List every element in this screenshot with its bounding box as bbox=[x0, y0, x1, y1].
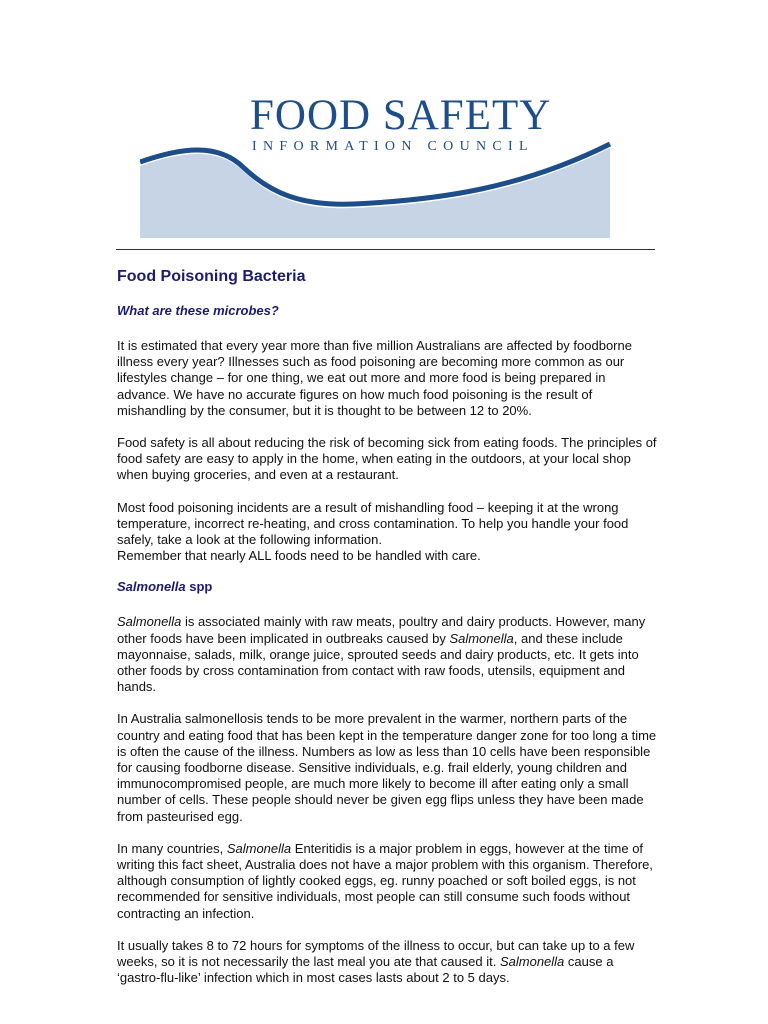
intro-paragraph-2: Food safety is all about reducing the risk of becoming sick from eating foods. The principles of food safety are easy to apply in the home, when eating in the outdoors, at your local shop when buying groceries, and even at a restaurant. bbox=[117, 435, 657, 483]
intro-heading: What are these microbes? bbox=[117, 303, 279, 318]
salmonella-paragraph-2: In Australia salmonellosis tends to be more prevalent in the warmer, northern parts of the country and eating food that has been kept in the temperature danger zone for too long a time is often the cause of the illness. Numbers as low as less than 10 cells have been responsible for causing foodborne disease. Sensitive individuals, e.g. frail elderly, young children and immunocompromised people, are much more likely to become ill after eating only a small number of cells. These people should never be given egg flips unless they have been made from pasteurised egg. bbox=[117, 711, 657, 824]
document-title: Food Poisoning Bacteria bbox=[117, 268, 306, 285]
salmonella-p4-text-a: It usually takes 8 to 72 hours for symptoms of the illness to occur, but can take up to a few weeks, so it is not necessarily the last meal you ate that caused it. bbox=[117, 937, 635, 970]
salmonella-p4-genus: Salmonella bbox=[499, 954, 565, 970]
salmonella-p3-text-c: Enteritidis is a major problem in eggs, however at the time of writing this fact sheet, Australia does not have a major problem with this organism. Therefore, although consumption of lightly cooked eggs, eg. runny poached or soft boiled eggs, is not recommended for sensitive individuals, most people can still consume such foods without contracting an infection. bbox=[117, 840, 653, 921]
salmonella-paragraph-3 bbox=[117, 841, 657, 922]
header-divider bbox=[116, 249, 655, 250]
intro-paragraph-3-text: Most food poisoning incidents are a result of mishandling food – keeping it at the wrong temperature, incorrect re-heating, and cross contamination. To help you handle your food safely, take a look at the following information. bbox=[117, 499, 629, 548]
salmonella-p4-text-c: cause a ‘gastro-flu-like’ infection which in most cases lasts about 2 to 5 days. bbox=[117, 954, 614, 986]
intro-paragraph-3 bbox=[117, 500, 657, 565]
logo-title: FOOD SAFETY bbox=[250, 92, 552, 139]
salmonella-p3-genus: Salmonella bbox=[226, 840, 292, 856]
logo-subtitle: INFORMATION COUNCIL bbox=[252, 139, 534, 154]
salmonella-heading bbox=[117, 578, 657, 596]
food-safety-logo bbox=[140, 88, 615, 238]
salmonella-p3-text-a: In many countries, bbox=[117, 840, 227, 856]
salmonella-paragraph-1 bbox=[117, 614, 657, 695]
document-body bbox=[117, 266, 657, 987]
wave-fill bbox=[140, 148, 610, 238]
salmonella-heading-genus: Salmonella bbox=[117, 579, 186, 595]
salmonella-paragraph-4 bbox=[117, 938, 657, 987]
salmonella-p1-text-d: , and these include mayonnaise, salads, milk, orange juice, sprouted seeds and dairy products, etc. It gets into other foods by cross contamination from contact with raw foods, utensils, equipment and hands. bbox=[117, 630, 639, 695]
salmonella-heading-suffix: spp bbox=[185, 579, 213, 595]
intro-paragraph-1: It is estimated that every year more than five million Australians are affected by foodborne illness every year? Illnesses such as food poisoning are becoming more common as our lifestyles change – for one thing, we eat out more and more food is being prepared in advance. We have no accurate figures on how much food poisoning is the result of mishandling by the consumer, but it is thought to be between 12 to 20%. bbox=[117, 338, 632, 418]
intro-paragraph-3-note: Remember that nearly ALL foods need to be handled with care. bbox=[117, 548, 481, 564]
salmonella-p1-genus-c: Salmonella bbox=[449, 630, 514, 646]
salmonella-p1-text-b: is associated mainly with raw meats, poultry and dairy products. However, many other foods have been implicated in outbreaks caused by bbox=[117, 614, 646, 646]
salmonella-p1-genus-a: Salmonella bbox=[117, 614, 182, 630]
